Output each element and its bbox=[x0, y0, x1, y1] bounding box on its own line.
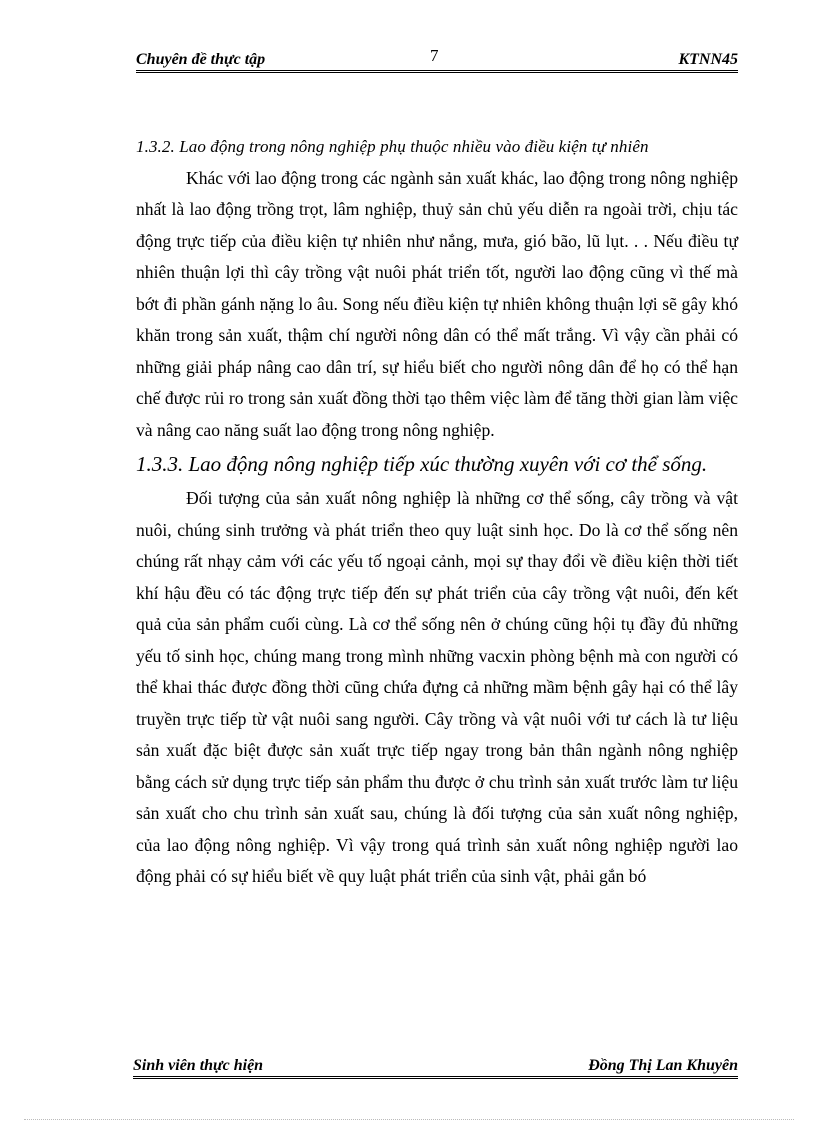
section-paragraph-1-3-2: Khác với lao động trong các ngành sản xuất khác, lao động trong nông nghiệp nhất là lao động trồng trọt, lâm nghiệp, thuỷ sản chủ yếu diễn ra ngoài trời, chịu tác động trực tiếp của điều kiện tự nhiên như nắng, mưa, gió bão, lũ lụt. . . Nếu điều tự nhiên thuận lợi thì cây trồng vật nuôi phát triển tốt, người lao động cũng vì thế mà bớt đi phần gánh nặng lo âu. Song nếu điều kiện tự nhiên không thuận lợi sẽ gây khó khăn trong sản xuất, thậm chí người nông dân có thể mất trắng. Vì vậy cần phải có những giải pháp nâng cao dân trí, sự hiểu biết cho người nông dân để họ có thể hạn chế được rủi ro trong sản xuất đồng thời tạo thêm việc làm để tăng thời gian làm việc và nâng cao năng suất lao động trong nông nghiệp. bbox=[136, 167, 738, 440]
page-header bbox=[136, 48, 738, 73]
footer-label: Sinh viên thực hiện bbox=[133, 1057, 264, 1074]
section-heading-1-3-3: 1.3.3. Lao động nông nghiệp tiếp xúc thường xuyên với cơ thể sống. bbox=[136, 452, 708, 476]
footer-author: Đồng Thị Lan Khuyên bbox=[588, 1057, 738, 1074]
section-heading-1-3-2: 1.3.2. Lao động trong nông nghiệp phụ thuộc nhiều vào điều kiện tự nhiên bbox=[136, 137, 649, 156]
page-bottom-divider bbox=[24, 1119, 794, 1120]
page-number: 7 bbox=[430, 46, 439, 65]
header-title: Chuyên đề thực tập bbox=[136, 51, 266, 68]
section-paragraph-1-3-3: Đối tượng của sản xuất nông nghiệp là những cơ thể sống, cây trồng và vật nuôi, chúng sinh trưởng và phát triển theo quy luật sinh học. Do là cơ thể sống nên chúng rất nhạy cảm với các yếu tố ngoại cảnh, mọi sự thay đổi về điều kiện thời tiết khí hậu đều có tác động trực tiếp đến sự phát triển của cây trồng vật nuôi, đến kết quả của sản phẩm cuối cùng. Là cơ thể sống nên ở chúng cũng hội tụ đầy đủ những yếu tố sinh học, chúng mang trong mình những vacxin phòng bệnh mà con người có thể khai thác được đồng thời cũng chứa đựng cả những mầm bệnh gây hại có thể lây truyền trực tiếp từ vật nuôi sang người. Cây trồng và vật nuôi với tư cách là tư liệu sản xuất đặc biệt được sản xuất trực tiếp ngay trong bản thân ngành nông nghiệp bằng cách sử dụng trực tiếp sản phẩm thu được ở chu trình sản xuất trước làm tư liệu sản xuất cho chu trình sản xuất sau, chúng là đối tượng của sản xuất nông nghiệp, của lao động nông nghiệp. Vì vậy trong quá trình sản xuất nông nghiệp người lao động phải có sự hiểu biết về quy luật phát triển của sinh vật, phải gắn bó bbox=[136, 488, 738, 886]
document-body bbox=[136, 131, 738, 893]
page-footer bbox=[133, 1054, 738, 1079]
header-code: KTNN45 bbox=[678, 51, 738, 68]
